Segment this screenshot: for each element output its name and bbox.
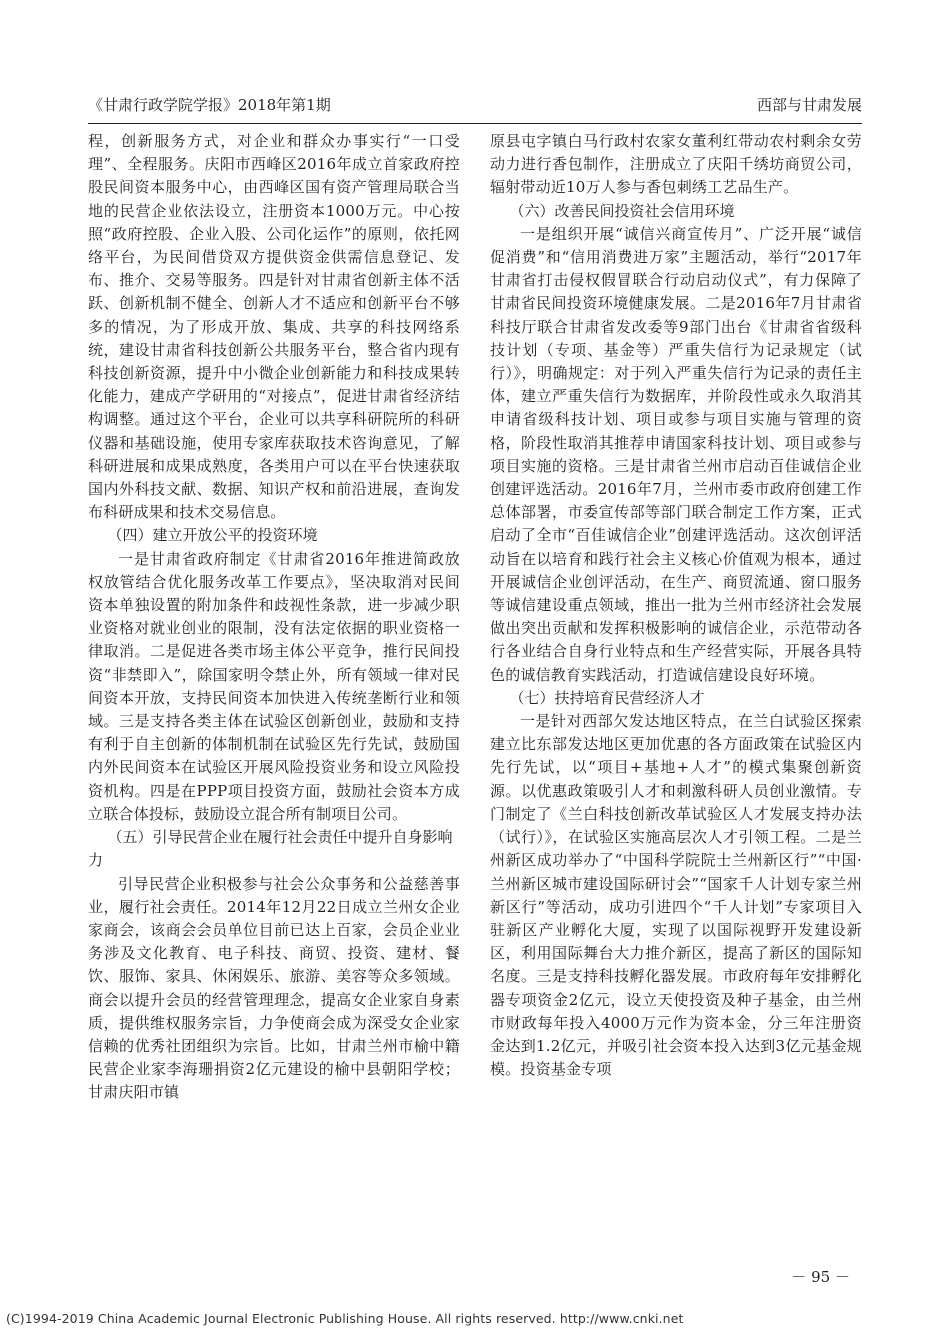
section-heading: （四）建立开放公平的投资环境 — [107, 526, 318, 545]
copyright-footer: (C)1994-2019 China Academic Journal Electronic Publishing House. All rights reserved. http://www.cnki.net — [6, 1311, 684, 1326]
header-rule — [88, 123, 862, 124]
body-paragraph: 一是针对西部欠发达地区特点，在兰白试验区探索建立比东部发达地区更加优惠的各方面政策在试验区内先行先试，以“项目+基地+人才”的模式集聚创新资源。以优惠政策吸引人才和刺激科研人员创业激情。专门制定了《兰白科技创新改革试验区人才发展支持办法（试行）》，在试验区实施高层次人才引领工程。二是兰州新区成功举办了“中国科学院院士兰州新区行”“中国·兰州新区城市建设国际研讨会”“国家千人计划专家兰州新区行”等活动，成功引进四个“千人计划”专家项目入驻新区产业孵化大厦，实现了以国际视野开发建设新区，利用国际舞台大力推介新区，提高了新区的国际知名度。三是支持科技孵化器发展。市政府每年安排孵化器专项资金2亿元，设立天使投资及种子基金，由兰州市财政每年投入4000万元作为资本金，分三年注册资金达到1.2亿元，并吸引社会资本投入达到3亿元基金规模。投资基金专项 — [490, 712, 862, 1079]
body-paragraph: 引导民营企业积极参与社会公众事务和公益慈善事业，履行社会责任。2014年12月22日成立兰州女企业家商会，该商会会员单位目前已达上百家，会员企业业务涉及文化教育、电子科技、商贸、投资、建材、餐饮、服饰、家具、休闲娱乐、旅游、美容等众多领域。商会以提升会员的经营管理理念，提高女企业家自身素质，提供维权服务宗旨，力争使商会成为深受女企业家信赖的优秀社团组织为宗旨。比如，甘肃兰州市榆中籍民营企业家李海珊捐资2亿元建设的榆中县朝阳学校；甘肃庆阳市镇 — [88, 874, 460, 1102]
running-header — [88, 94, 862, 120]
section-heading: （七）扶持培育民营经济人才 — [509, 688, 705, 707]
body-paragraph: 程，创新服务方式，对企业和群众办事实行“一口受理”、全程服务。庆阳市西峰区2016年成立首家政府控股民间资本服务中心，由西峰区国有资产管理局联合当地的民营企业依法设立，注册资本1000万元。中心按照“政府控股、企业入股、公司化运作”的原则，依托网络平台，为民间借贷双方提供资金供需信息登记、发布、推介、交易等服务。四是针对甘肃省创新主体不活跃、创新机制不健全、创新人才不适应和创新平台不够多的情况，为了形成开放、集成、共享的科技网络系统，建设甘肃省科技创新公共服务平台，整合省内现有科技创新资源，提升中小微企业创新能力和科技成果转化能力，建成产学研用的“对接点”，促进甘肃省经济结构调整。通过这个平台，企业可以共享科研院所的科研仪器和基础设施，使用专家库获取技术咨询意见，了解科研进展和成果成熟度，各类用户可以在平台快速获取国内外科技文献、数据、知识产权和前沿进展，查询发布科研成果和技术交易信息。 — [88, 132, 460, 522]
section-heading: （五）引导民营企业在履行社会责任中提升自身影响力 — [88, 828, 453, 870]
section-heading: （六）改善民间投资社会信用环境 — [509, 201, 735, 220]
right-column — [490, 130, 862, 1238]
body-paragraph: 一是组织开展“诚信兴商宣传月”、广泛开展“诚信促消费”和“信用消费进万家”主题活动，举行“2017年甘肃省打击侵权假冒联合行动启动仪式”，有力保障了甘肃省民间投资环境健康发展。二是2016年7月甘肃省科技厅联合甘肃省发改委等9部门出台《甘肃省省级科技计划（专项、基金等）严重失信行为记录规定（试行）》，明确规定：对于列入严重失信行为记录的责任主体，建立严重失信行为数据库，并阶段性或永久取消其申请省级科技计划、项目或参与项目实施与管理的资格，阶段性取消其推荐申请国家科技计划、项目或参与项目实施的资格。三是甘肃省兰州市启动百佳诚信企业创建评选活动。2016年7月，兰州市委市政府创建工作总体部署，市委宣传部等部门联合制定工作方案，正式启动了全市“百佳诚信企业”创建评选活动。这次创评活动旨在以培育和践行社会主义核心价值观为根本，通过开展诚信企业创评活动，在生产、商贸流通、窗口服务等诚信建设重点领域，推出一批为兰州市经济社会发展做出突出贡献和发挥积极影响的诚信企业，示范带动各行各业结合自身行业特点和生产经营实际，开展各具特色的诚信教育实践活动，打造诚信建设良好环境。 — [490, 224, 862, 684]
page-number: － 95 － — [791, 1268, 850, 1286]
section-title: 西部与甘肃发展 — [756, 96, 862, 114]
body-paragraph: 一是甘肃省政府制定《甘肃省2016年推进简政放权放管结合优化服务改革工作要点》，坚决取消对民间资本单独设置的附加条件和歧视性条款，进一步减少职业资格对就业创业的限制，没有法定依据的职业资格一律取消。二是促进各类市场主体公平竞争，推行民间投资“非禁即入”，除国家明令禁止外，所有领域一律对民间资本开放，支持民间资本加快进入传统垄断行业和领域。三是支持各类主体在试验区创新创业，鼓励和支持有利于自主创新的体制机制在试验区先行先试，鼓励国内外民间资本在试验区开展风险投资业务和设立风险投资机构。四是在PPP项目投资方面，鼓励社会资本方成立联合体投标，鼓励设立混合所有制项目公司。 — [88, 549, 460, 823]
left-column — [88, 130, 460, 1238]
body-paragraph: 原县屯字镇白马行政村农家女董利红带动农村剩余女劳动力进行香包制作，注册成立了庆阳千绣坊商贸公司，辐射带动近10万人参与香包刺绣工艺品生产。 — [490, 132, 862, 197]
journal-title: 《甘肃行政学院学报》2018年第1期 — [88, 96, 331, 114]
